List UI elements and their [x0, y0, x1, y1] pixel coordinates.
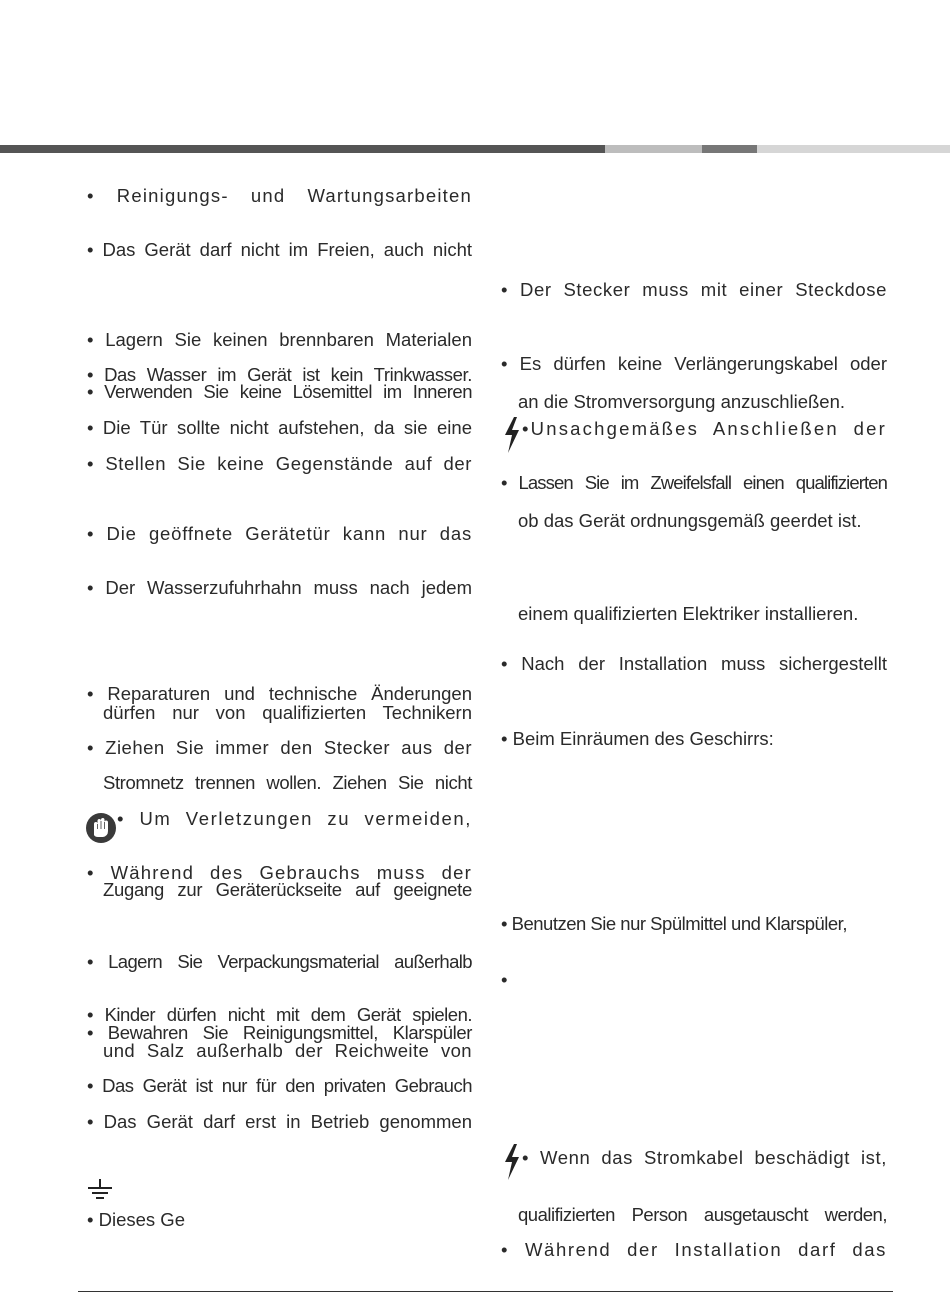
bullet-water: • Das Wasser im Gerät ist kein Trinkwasser. — [87, 364, 472, 385]
ground-symbol-icon — [86, 1178, 114, 1200]
bullet-qualified-check-cont: ob das Gerät ordnungsgemäß geerdet ist. — [518, 510, 862, 531]
protective-glove-icon — [84, 811, 118, 845]
bullet-during-use: • Während des Gebrauchs muss der — [87, 862, 472, 883]
bullet-water-tap: • Der Wasserzufuhrhahn muss nach jedem — [87, 577, 472, 598]
bullet-open-door: • Die geöffnete Gerätetür kann nur das — [87, 523, 472, 544]
bullet-private-use: • Das Gerät ist nur für den privaten Gebrauch — [87, 1075, 472, 1096]
bullet-after-installation: • Nach der Installation muss sichergestellt — [501, 653, 887, 674]
bullet-improper-connection: •Unsachgemäßes Anschließen der — [522, 418, 887, 439]
bullet-detergents-cont: und Salz außerhalb der Reichweite von — [103, 1040, 472, 1061]
bullet-outdoors: • Das Gerät darf nicht im Freien, auch nicht — [87, 239, 472, 260]
qualified-electrician-line: einem qualifizierten Elektriker installieren. — [518, 603, 859, 624]
bullet-operation: • Das Gerät darf erst in Betrieb genommen — [87, 1111, 472, 1132]
footer-rule — [78, 1291, 893, 1292]
bullet-detergent-use: • Benutzen Sie nur Spülmittel und Klarspüler, — [501, 913, 847, 934]
bullet-during-use-cont: Zugang zur Geräterückseite auf geeignete — [103, 879, 472, 900]
electric-hazard-icon-2 — [503, 1143, 521, 1181]
bullet-unplug-cont: Stromnetz trennen wollen. Ziehen Sie nicht — [103, 772, 472, 793]
bullet-objects: • Stellen Sie keine Gegenstände auf der — [87, 453, 472, 474]
bullet-damaged-cable-cont: qualifizierten Person ausgetauscht werden, — [518, 1204, 887, 1225]
bullet-flammable: • Lagern Sie keinen brennbaren Materialen — [87, 329, 472, 350]
bullet-during-installation: • Während der Installation darf das — [501, 1239, 887, 1260]
bullet-cleaning: • Reinigungs- und Wartungsarbeiten — [87, 185, 472, 206]
electric-hazard-icon — [503, 416, 521, 454]
bullet-unplug: • Ziehen Sie immer den Stecker aus der — [87, 737, 472, 758]
bullet-packaging: • Lagern Sie Verpackungsmaterial außerhalb — [87, 951, 472, 972]
header-bar-lighter — [757, 145, 950, 153]
bullet-injury: • Um Verletzungen zu vermeiden, — [117, 808, 472, 829]
bullet-repairs: • Reparaturen und technische Änderungen — [87, 683, 472, 704]
bullet-detergents: • Bewahren Sie Reinigungsmittel, Klarspüler — [87, 1022, 472, 1043]
bullet-plug-socket: • Der Stecker muss mit einer Steckdose — [501, 279, 887, 300]
bullet-door: • Die Tür sollte nicht aufstehen, da sie eine — [87, 417, 472, 438]
bullet-extension-cable-cont: an die Stromversorgung anzuschließen. — [518, 391, 846, 412]
bullet-children: • Kinder dürfen nicht mit dem Gerät spielen. — [87, 1004, 472, 1025]
bullet-empty: • — [501, 969, 508, 990]
bullet-repairs-cont: dürfen nur von qualifizierten Technikern — [103, 702, 472, 723]
header-bar-mid — [702, 145, 757, 153]
bullet-loading-dishes: • Beim Einräumen des Geschirrs: — [501, 728, 774, 749]
bullet-this-device: • Dieses Ge — [87, 1209, 185, 1230]
header-bar-dark — [0, 145, 605, 153]
bullet-solvents: • Verwenden Sie keine Lösemittel im Inneren — [87, 381, 472, 402]
bullet-qualified-check: • Lassen Sie im Zweifelsfall einen qualifizierten — [501, 472, 887, 493]
bullet-extension-cable: • Es dürfen keine Verlängerungskabel oder — [501, 353, 887, 374]
header-bar-light — [605, 145, 702, 153]
bullet-damaged-cable: • Wenn das Stromkabel beschädigt ist, — [522, 1147, 887, 1168]
